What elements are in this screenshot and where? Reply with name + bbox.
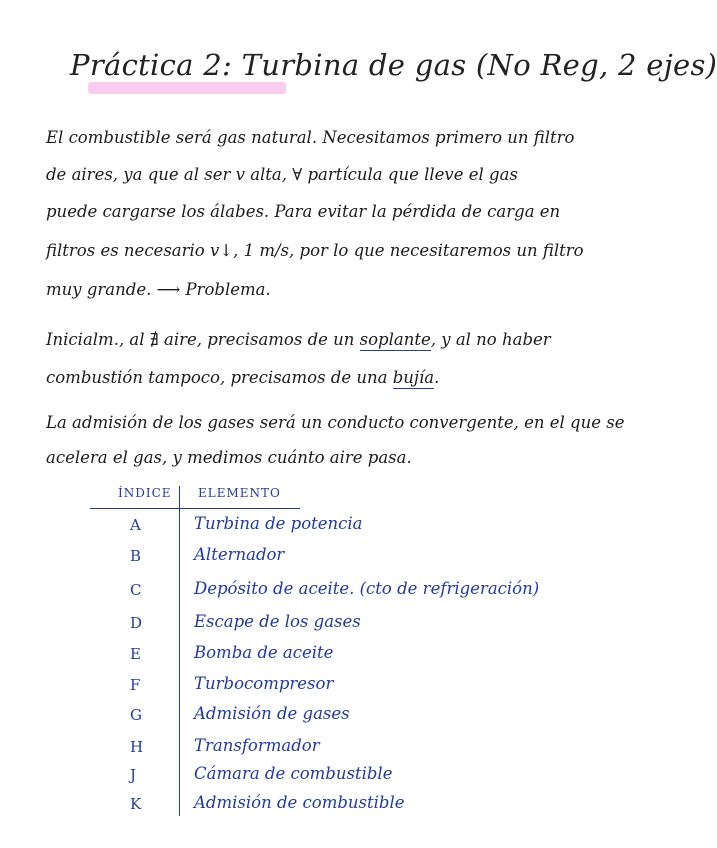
table-row (90, 795, 520, 825)
row-element: Cámara de combustible (194, 764, 393, 783)
row-element: Admisión de gases (194, 704, 350, 723)
table-row (90, 547, 520, 577)
components-table (90, 486, 540, 826)
paragraph-2-line-1-pre: Inicialm., al ∄ aire, precisamos de un (46, 330, 360, 349)
row-element: Turbocompresor (194, 674, 334, 693)
title-block (70, 48, 717, 98)
row-element: Transformador (194, 736, 320, 755)
underlined-term-soplante: soplante (359, 330, 431, 349)
row-index: F (130, 676, 141, 694)
row-index: K (130, 795, 142, 813)
row-element: Escape de los gases (194, 612, 361, 631)
row-index: D (130, 614, 143, 632)
table-row (90, 766, 520, 796)
underlined-term-bujia: bujía (392, 368, 435, 387)
row-element: Depósito de aceite. (cto de refrigeración) (194, 579, 540, 598)
title-highlight-marker (88, 82, 286, 94)
row-index: J (130, 766, 137, 784)
row-element: Admisión de combustible (194, 793, 405, 812)
table-row (90, 676, 520, 706)
paragraph-3-line-2: acelera el gas, y medimos cuánto aire pasa. (46, 448, 412, 467)
paragraph-1-line-2: de aires, ya que al ser v alta, ∀ partícula que lleve el gas (46, 165, 518, 184)
paragraph-2-line-2 (46, 368, 439, 388)
row-index: E (130, 645, 141, 663)
page-title: Práctica 2: Turbina de gas (No Reg, 2 ejes) (70, 48, 717, 82)
table-header-rule (90, 508, 300, 509)
paragraph-3-line-1: La admisión de los gases será un conducto convergente, en el que se (46, 413, 625, 432)
table-row (90, 614, 520, 644)
row-index: B (130, 547, 142, 565)
paragraph-2-line-2-pre: combustión tampoco, precisamos de una (46, 368, 393, 387)
table-row (90, 706, 520, 736)
table-header-index: ÍNDICE (118, 486, 172, 500)
row-index: A (130, 516, 141, 534)
row-element: Bomba de aceite (194, 643, 334, 662)
table-row (90, 516, 520, 546)
table-row (90, 645, 520, 675)
paragraph-2-line-2-post: . (434, 368, 440, 387)
row-element: Alternador (194, 545, 285, 564)
paragraph-2-line-1 (46, 330, 551, 350)
paragraph-1-line-4: filtros es necesario v↓, 1 m/s, por lo que necesitaremos un filtro (46, 241, 584, 260)
paragraph-1-line-3: puede cargarse los álabes. Para evitar la pérdida de carga en (46, 202, 561, 221)
table-row (90, 579, 540, 611)
row-index: G (130, 706, 142, 724)
row-element: Turbina de potencia (194, 514, 363, 533)
row-index: C (130, 581, 142, 599)
paragraph-1-line-1: El combustible será gas natural. Necesitamos primero un filtro (46, 128, 575, 147)
table-header-element: ELEMENTO (198, 486, 281, 500)
row-index: H (130, 738, 144, 756)
paragraph-1-line-5: muy grande. ⟶ Problema. (46, 280, 271, 299)
paragraph-2-line-1-post: , y al no haber (430, 330, 551, 349)
